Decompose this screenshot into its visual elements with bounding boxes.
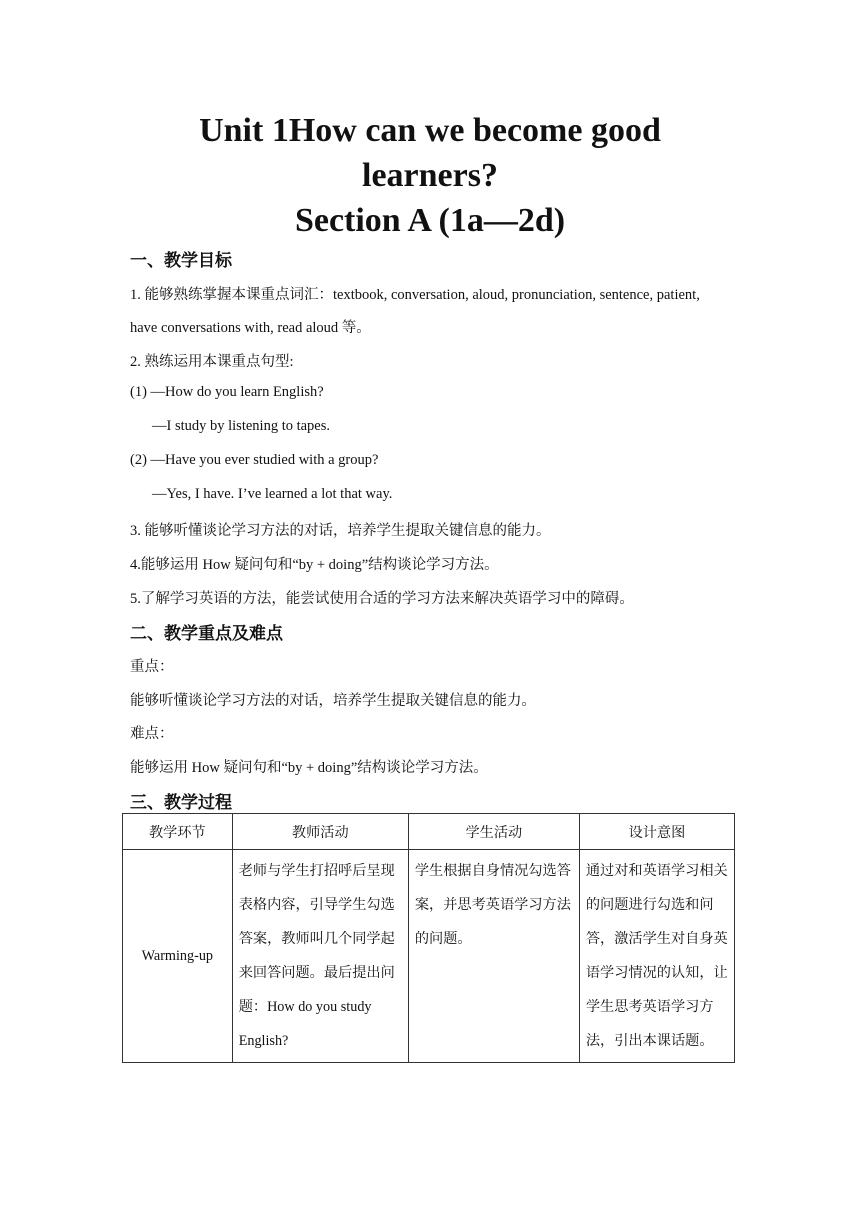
cell-stage: Warming-up: [123, 850, 233, 1063]
difficult-point-text: 能够运用 How 疑问句和“by + doing”结构谈论学习方法。: [130, 760, 488, 776]
cell-student-activity: 学生根据自身情况勾选答案，并思考英语学习方法的问题。: [408, 850, 579, 1063]
objective-5: 5.了解学习英语的方法，能尝试使用合适的学习方法来解决英语学习中的障碍。: [130, 591, 634, 607]
cell-teacher-activity: 老师与学生打招呼后呈现表格内容，引导学生勾选答案，教师叫几个同学起来回答问题。最后提出问题：How do you study English?: [232, 850, 408, 1063]
title-line-2: learners?: [362, 157, 498, 194]
key-point-text: 能够听懂谈论学习方法的对话，培养学生提取关键信息的能力。: [130, 693, 536, 709]
objective-4: 4.能够运用 How 疑问句和“by + doing”结构谈论学习方法。: [130, 557, 499, 573]
sentence-answer-1: —I study by listening to tapes.: [152, 418, 331, 434]
section-heading-objectives: 一、教学目标: [130, 251, 232, 271]
header-teacher-activity: 教师活动: [232, 814, 408, 850]
header-stage: 教学环节: [123, 814, 233, 850]
section-heading-process: 三、教学过程: [130, 793, 232, 813]
title-line-3: Section A (1a—2d): [294, 202, 566, 239]
cell-design-purpose: 通过对和英语学习相关的问题进行勾选和问答，激活学生对自身英语学习情况的认知，让学生思考英语学习方法，引出本课话题。: [579, 850, 734, 1063]
section-heading-key-points: 二、教学重点及难点: [130, 624, 283, 644]
objective-1-line-2: have conversations with, read aloud 等。: [130, 320, 371, 336]
table-header-row: [123, 814, 735, 850]
objective-1-line-1: 1. 能够熟练掌握本课重点词汇：textbook, conversation, aloud, pronunciation, sentence, patient,: [130, 287, 700, 303]
table-row: [123, 850, 735, 1063]
title-line-1: Unit 1How can we become good: [199, 112, 661, 149]
objective-2: 2. 熟练运用本课重点句型:: [130, 354, 294, 370]
key-point-label: 重点：: [130, 659, 174, 675]
teaching-process-table: [122, 813, 735, 1063]
sentence-question-2: (2) —Have you ever studied with a group?: [130, 452, 379, 468]
objective-3: 3. 能够听懂谈论学习方法的对话，培养学生提取关键信息的能力。: [130, 523, 551, 539]
sentence-answer-2: —Yes, I have. I’ve learned a lot that way.: [152, 486, 393, 502]
header-design-purpose: 设计意图: [579, 814, 734, 850]
difficult-point-label: 难点：: [130, 726, 174, 742]
document-title: [130, 108, 730, 243]
sentence-question-1: (1) —How do you learn English?: [130, 384, 324, 400]
header-student-activity: 学生活动: [408, 814, 579, 850]
